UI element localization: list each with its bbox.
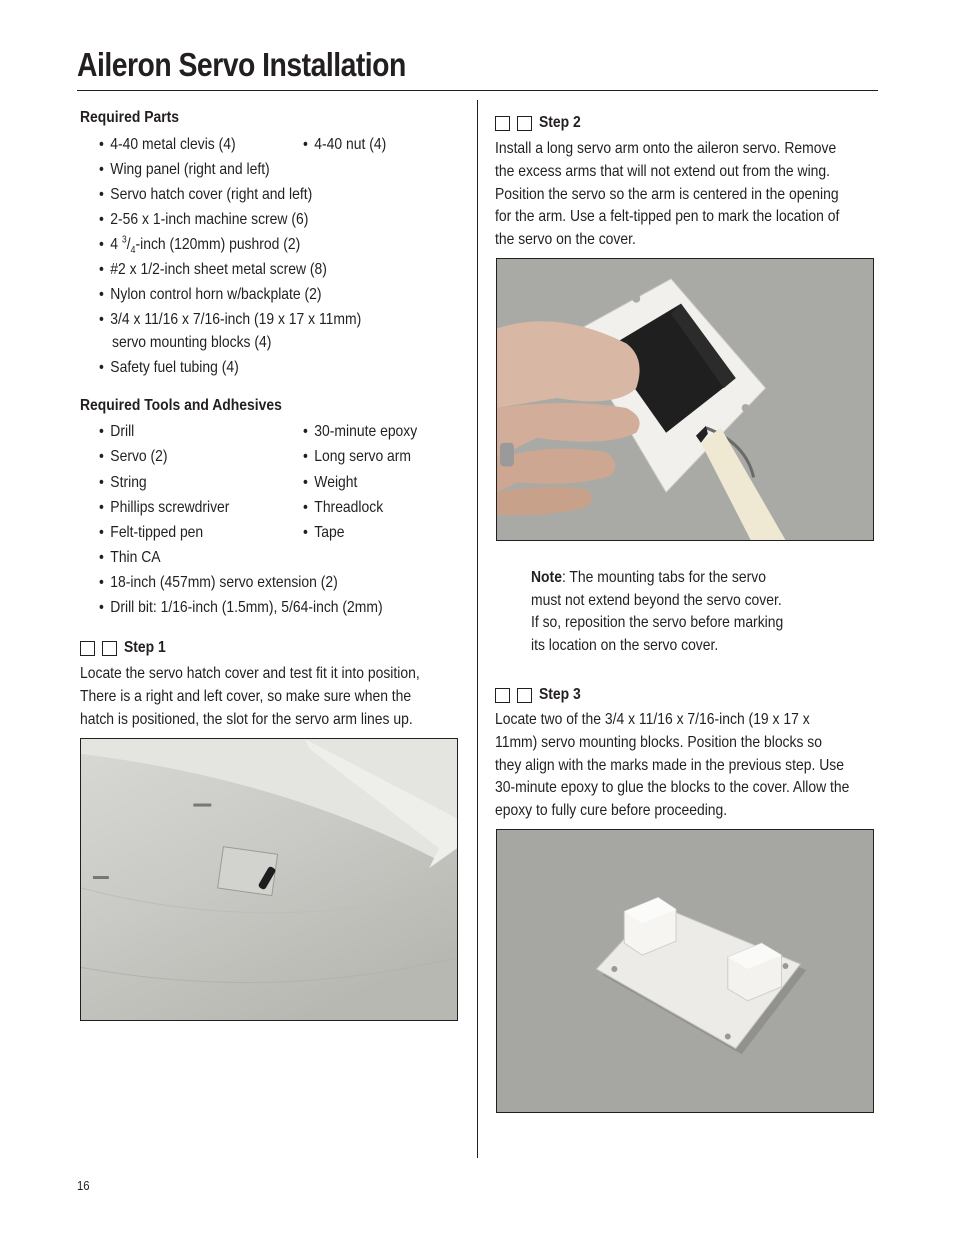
part-item: • 2-56 x 1-inch machine screw (6) (99, 211, 309, 228)
step-2-text-line: the excess arms that will not extend out from the wing. (495, 163, 831, 180)
tool-item: • Servo (2) (99, 448, 168, 465)
step-1-heading (80, 639, 172, 657)
step-2-text-line: Install a long servo arm onto the aileron servo. Remove (495, 140, 837, 157)
part-item-continuation: servo mounting blocks (4) (112, 334, 272, 351)
step-3-label: Step 3 (539, 686, 581, 703)
step-3-photo-blocks (496, 829, 874, 1113)
column-divider (477, 100, 478, 1158)
tool-item: • Phillips screwdriver (99, 499, 230, 516)
step-3-text-line: they align with the marks made in the previous step. Use (495, 757, 844, 774)
step-3-heading (495, 686, 587, 704)
step-2-checkbox-b[interactable] (517, 116, 532, 131)
part-item: • 3/4 x 11/16 x 7/16-inch (19 x 17 x 11mm) (99, 311, 362, 328)
part-item-pushrod: • 4 $^3/_4$-inch (120mm) pushrod (2) (99, 234, 301, 257)
note-line: its location on the servo cover. (531, 637, 719, 654)
part-item: • Servo hatch cover (right and left) (99, 186, 313, 203)
note-line: Note: The mounting tabs for the servo (531, 569, 766, 586)
part-item: • Nylon control horn w/backplate (2) (99, 286, 322, 303)
step-2-heading (495, 114, 587, 132)
part-item: • Safety fuel tubing (4) (99, 359, 239, 376)
step-2-text-line: the servo on the cover. (495, 231, 636, 248)
note-line: must not extend beyond the servo cover. (531, 592, 782, 609)
step-3-checkbox-a[interactable] (495, 688, 510, 703)
step-2-label: Step 2 (539, 114, 581, 131)
step-2-text-line: Position the servo so the arm is centered in the opening (495, 186, 839, 203)
tool-item: • Threadlock (303, 499, 384, 516)
tool-item: • Felt-tipped pen (99, 524, 204, 541)
tool-item: • Long servo arm (303, 448, 412, 465)
step-1-label: Step 1 (124, 639, 166, 656)
tool-item: • Thin CA (99, 549, 161, 566)
step-2-photo-servo (496, 258, 874, 541)
title-rule (77, 90, 878, 91)
step-1-text-line: There is a right and left cover, so make sure when the (80, 688, 412, 705)
tool-item: • 30-minute epoxy (303, 423, 418, 440)
step-1-checkbox-b[interactable] (102, 641, 117, 656)
note-line: If so, reposition the servo before marking (531, 614, 784, 631)
step-2-checkbox-a[interactable] (495, 116, 510, 131)
step-2-text-line: for the arm. Use a felt-tipped pen to mark the location of (495, 208, 840, 225)
tool-item: • 18-inch (457mm) servo extension (2) (99, 574, 338, 591)
page-number: 16 (77, 1178, 90, 1193)
step-1-text-line: Locate the servo hatch cover and test fit it into position, (80, 665, 420, 682)
step-1-photo-wing (80, 738, 458, 1021)
tool-item: • Tape (303, 524, 345, 541)
tool-item: • Drill (99, 423, 135, 440)
step-1-checkbox-a[interactable] (80, 641, 95, 656)
step-3-checkbox-b[interactable] (517, 688, 532, 703)
step-3-text-line: Locate two of the 3/4 x 11/16 x 7/16-inch (19 x 17 x (495, 711, 810, 728)
required-tools-heading: Required Tools and Adhesives (80, 397, 282, 414)
part-item: • 4-40 nut (4) (303, 136, 387, 153)
note-label: Note (531, 569, 562, 586)
tool-item: • Weight (303, 474, 358, 491)
part-item: • 4-40 metal clevis (4) (99, 136, 236, 153)
step-1-text-line: hatch is positioned, the slot for the servo arm lines up. (80, 711, 413, 728)
step-3-text-line: 11mm) servo mounting blocks. Position the blocks so (495, 734, 823, 751)
step-3-text-line: 30-minute epoxy to glue the blocks to the cover. Allow the (495, 779, 850, 796)
part-item: • #2 x 1/2-inch sheet metal screw (8) (99, 261, 327, 278)
required-parts-heading: Required Parts (80, 109, 180, 126)
page-title: Aileron Servo Installation (77, 46, 406, 83)
tool-item: • String (99, 474, 147, 491)
step-3-text-line: epoxy to fully cure before proceeding. (495, 802, 728, 819)
part-item: • Wing panel (right and left) (99, 161, 270, 178)
tool-item: • Drill bit: 1/16-inch (1.5mm), 5/64-inch (2mm) (99, 599, 383, 616)
